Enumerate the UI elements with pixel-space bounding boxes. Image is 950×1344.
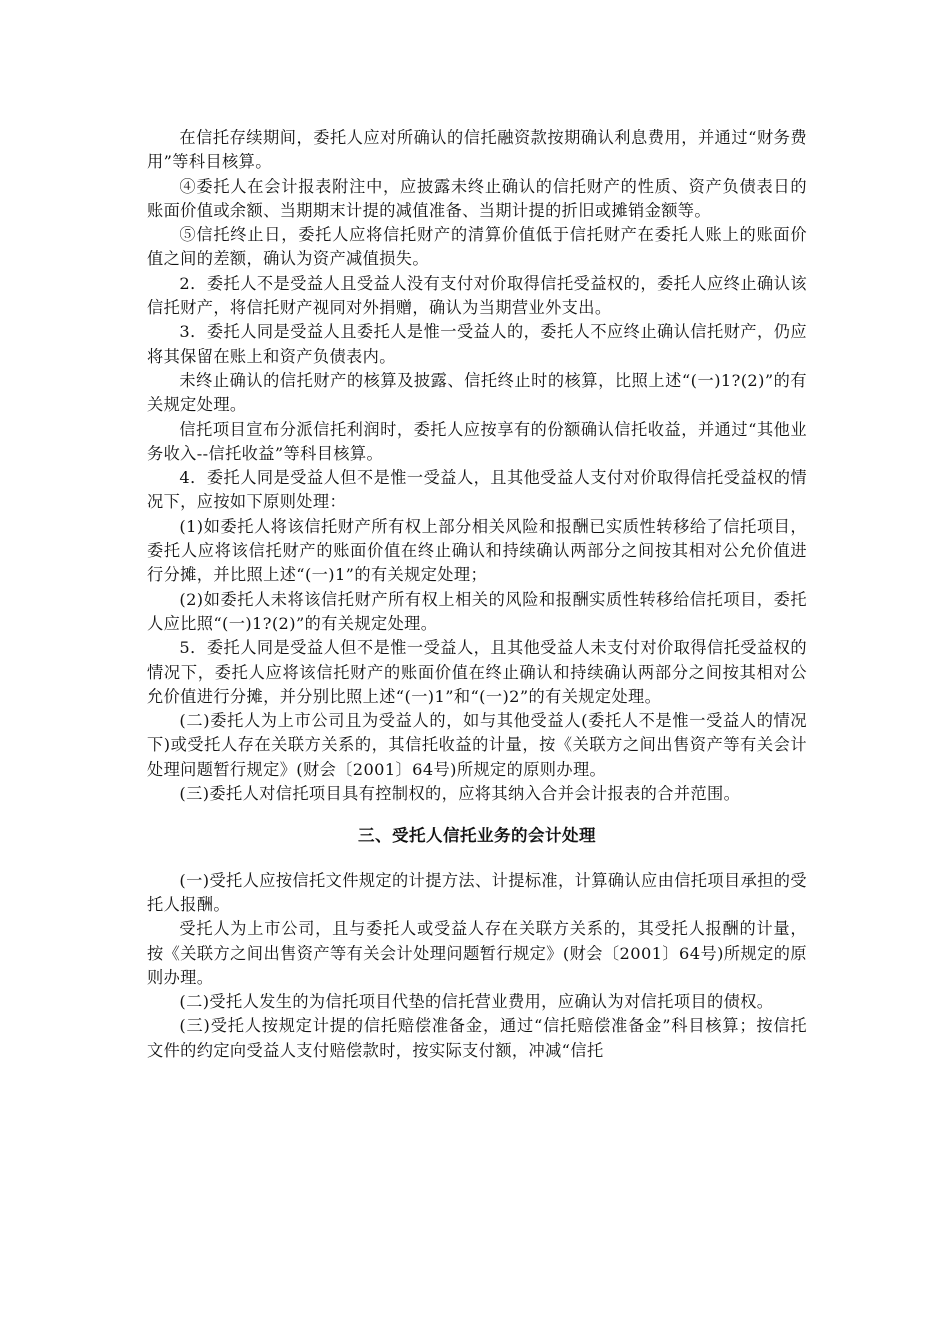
paragraph-termination-day: ⑤信托终止日，委托人应将信托财产的清算价值低于信托财产在委托人账上的账面价值之间的差额，确认为资产减值损失。 [147,225,807,269]
paragraph-item-2: 2．委托人不是受益人且受益人没有支付对价取得信托受益权的，委托人应终止确认该信托财产，将信托财产视同对外捐赠，确认为当期营业外支出。 [147,273,807,318]
paragraph-unterminated-accounting: 未终止确认的信托财产的核算及披露、信托终止时的核算，比照上述“(一)1?(2)”的有关规定处理。 [147,370,807,415]
paragraph-trust-profit: 信托项目宣布分派信托利润时，委托人应按享有的份额确认信托收益，并通过“其他业务收入--信托收益”等科目核算。 [147,419,807,463]
document-body [147,126,807,1063]
paragraph-item-4-1: (1)如委托人将该信托财产所有权上部分相关风险和报酬已实质性转移给了信托项目，委托人应将该信托财产的账面价值在终止确认和持续确认两部分之间按其相对公允价值进行分摊，并比照上述“(一)1”的有关规定处理； [147,516,807,585]
paragraph-trustee-fee: (一)受托人应按信托文件规定的计提方法、计提标准，计算确认应由信托项目承担的受托人报酬。 [147,870,807,914]
paragraph-item-5: 5．委托人同是受益人但不是惟一受益人，且其他受益人未支付对价取得信托受益权的情况下，委托人应将该信托财产的账面价值在终止确认和持续确认两部分之间按其相对公允价值进行分摊，并分别比照上述“(一)1”和“(一)2”的有关规定处理。 [147,638,807,706]
paragraph-interest-expense: 在信托存续期间，委托人应对所确认的信托融资款按期确认利息费用，并通过“财务费用”等科目核算。 [147,128,807,172]
paragraph-section-2: (二)委托人为上市公司且为受益人的，如与其他受益人(委托人不是惟一受益人的情况下)或受托人存在关联方关系的，其信托收益的计量，按《关联方之间出售资产等有关会计处理问题暂行规定》(财会〔2001〕64号)所规定的原则办理。 [147,711,807,779]
paragraph-trustee-related-party: 受托人为上市公司，且与委托人或受益人存在关联方关系的，其受托人报酬的计量，按《关联方之间出售资产等有关会计处理问题暂行规定》(财会〔2001〕64号)所规定的原则办理。 [147,919,807,987]
paragraph-trustee-advances: (二)受托人发生的为信托项目代垫的信托营业费用，应确认为对信托项目的债权。 [179,992,774,1012]
paragraph-item-4-2: (2)如委托人未将该信托财产所有权上相关的风险和报酬实质性转移给信托项目，委托人应比照“(一)1?(2)”的有关规定处理。 [147,589,807,633]
section-heading: 三、受托人信托业务的会计处理 [358,826,596,846]
paragraph-disclosure: ④委托人在会计报表附注中，应披露未终止确认的信托财产的性质、资产负债表日的账面价值或余额、当期期末计提的减值准备、当期计提的折旧或摊销金额等。 [147,176,807,220]
paragraph-section-3: (三)委托人对信托项目具有控制权的，应将其纳入合并会计报表的合并范围。 [179,784,741,804]
paragraph-item-4: 4．委托人同是受益人但不是惟一受益人，且其他受益人支付对价取得信托受益权的情况下，应按如下原则处理： [147,468,807,512]
paragraph-compensation-reserve: (三)受托人按规定计提的信托赔偿准备金，通过“信托赔偿准备金”科目核算；按信托文件的约定向受益人支付赔偿款时，按实际支付额，冲减“信托 [147,1016,807,1060]
paragraph-item-3: 3．委托人同是受益人且委托人是惟一受益人的，委托人不应终止确认信托财产，仍应将其保留在账上和资产负债表内。 [147,322,807,366]
